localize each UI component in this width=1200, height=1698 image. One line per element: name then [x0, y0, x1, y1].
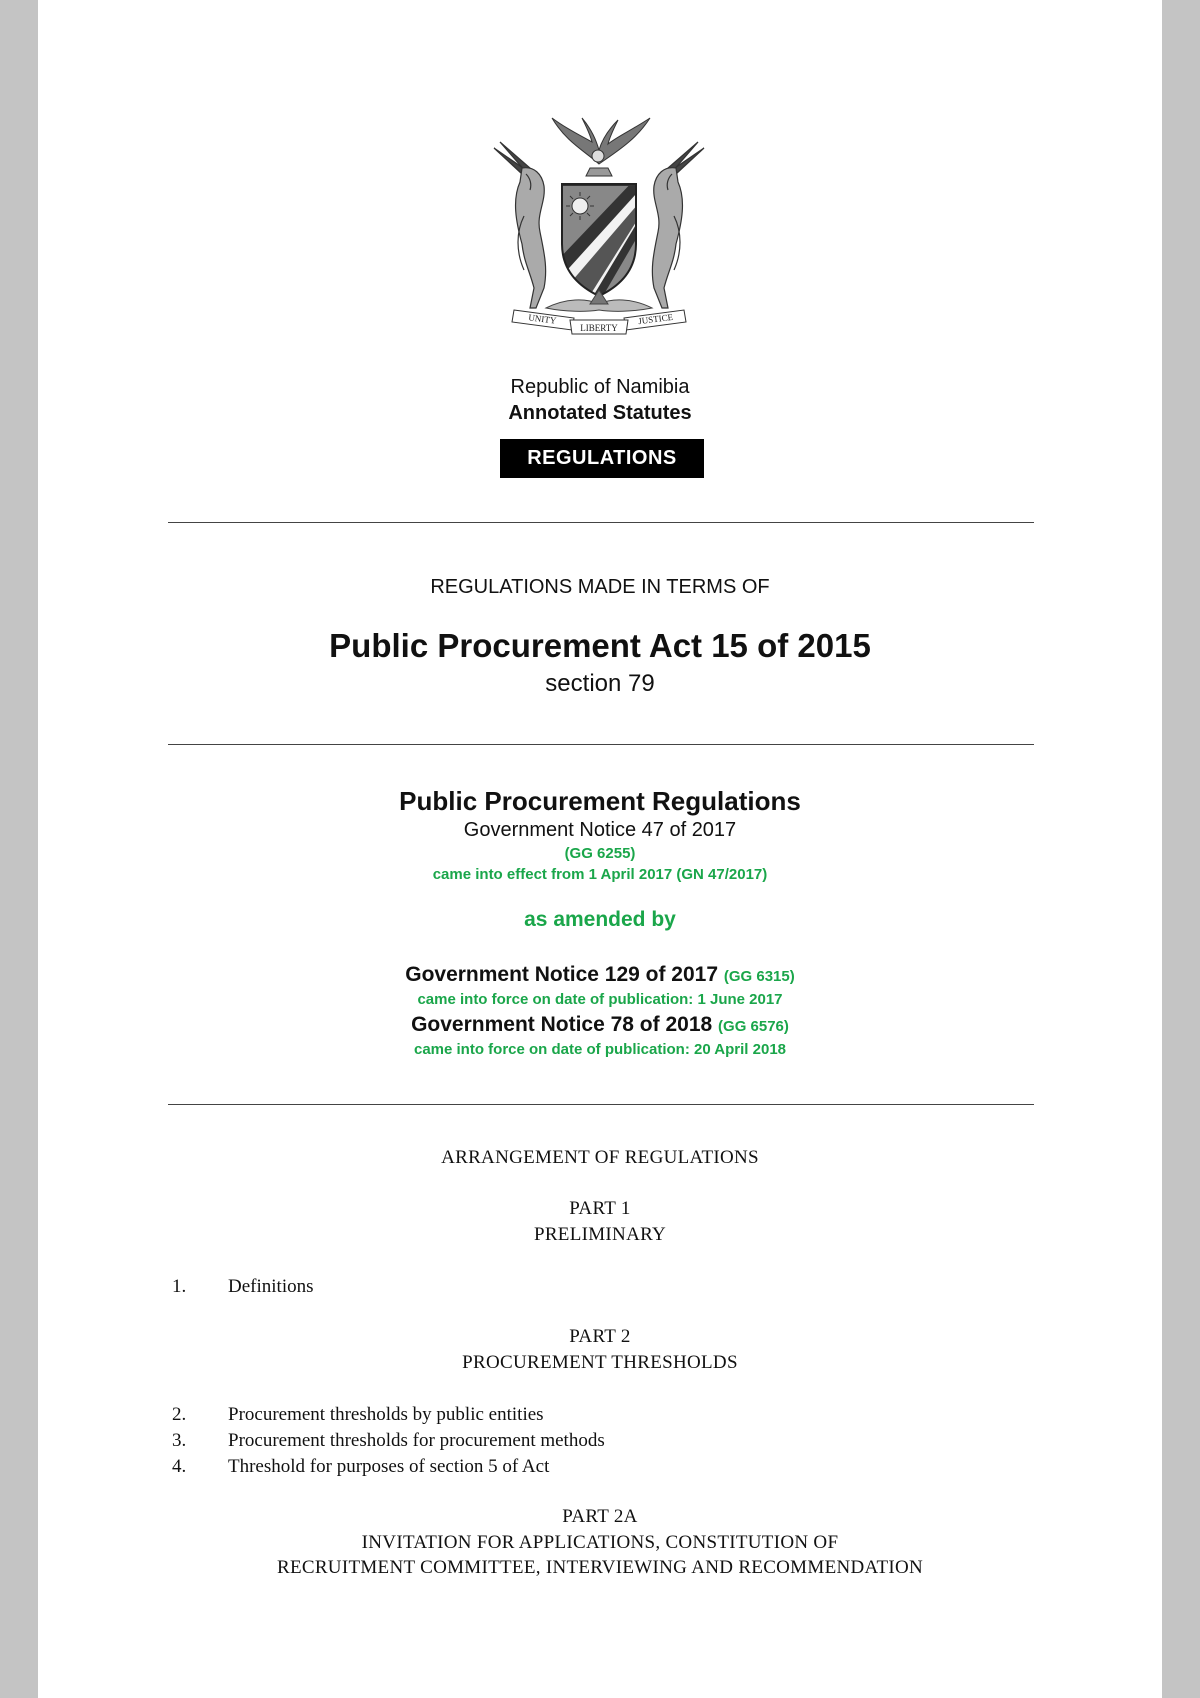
divider [168, 744, 1034, 745]
toc-item[interactable] [172, 1456, 549, 1478]
regulations-badge: REGULATIONS [500, 439, 704, 478]
toc-item[interactable] [172, 1430, 605, 1452]
arrangement-heading: ARRANGEMENT OF REGULATIONS [441, 1147, 759, 1168]
header-annotated-statutes: Annotated Statutes [508, 402, 692, 424]
amendment-gazette: (GG 6576) [718, 1018, 789, 1035]
toc-item-text: Definitions [228, 1276, 314, 1297]
amendment-notice-title: Government Notice 129 of 2017 [405, 963, 719, 986]
part-title: PROCUREMENT THRESHOLDS [462, 1352, 738, 1373]
gazette-reference: (GG 6255) [564, 845, 636, 862]
motto-liberty: LIBERTY [580, 323, 618, 333]
coat-of-arms-emblem [486, 112, 712, 340]
part-label: PART 2A [562, 1506, 638, 1527]
amendment-notice [38, 963, 1162, 987]
amended-by-heading: as amended by [524, 908, 676, 931]
act-title: Public Procurement Act 15 of 2015 [329, 627, 871, 664]
toc-item-number: 1. [172, 1276, 187, 1297]
government-notice: Government Notice 47 of 2017 [463, 819, 737, 841]
document-page [38, 0, 1162, 1698]
made-in-terms-heading: REGULATIONS MADE IN TERMS OF [430, 576, 770, 598]
motto-unity: UNITY [527, 312, 557, 326]
part-title: PRELIMINARY [533, 1224, 667, 1245]
header-republic: Republic of Namibia [510, 376, 690, 398]
part-label: PART 2 [569, 1326, 631, 1347]
amendment-notice-title: Government Notice 78 of 2018 [411, 1013, 713, 1036]
act-section: section 79 [545, 670, 655, 697]
toc-item-text: Threshold for purposes of section 5 of Act [228, 1456, 550, 1477]
part-title: RECRUITMENT COMMITTEE, INTERVIEWING AND RECOMMENDATION [276, 1557, 924, 1578]
motto-justice: JUSTICE [637, 311, 674, 327]
amendment-gazette: (GG 6315) [723, 968, 795, 985]
divider [168, 522, 1034, 523]
part-label: PART 1 [569, 1198, 631, 1219]
amendment-note: came into force on date of publication: 20 April 2018 [413, 1041, 787, 1058]
toc-item-text: Procurement thresholds by public entities [228, 1404, 544, 1425]
toc-item-text: Procurement thresholds for procurement methods [228, 1430, 605, 1451]
divider [168, 1104, 1034, 1105]
toc-item[interactable] [172, 1276, 314, 1298]
toc-item-number: 3. [172, 1430, 187, 1451]
toc-item-number: 4. [172, 1456, 187, 1477]
effective-date-note: came into effect from 1 April 2017 (GN 47/2017) [432, 866, 768, 883]
toc-item-number: 2. [172, 1404, 187, 1425]
part-title: INVITATION FOR APPLICATIONS, CONSTITUTION OF [361, 1532, 839, 1553]
regulations-title: Public Procurement Regulations [399, 786, 801, 816]
amendment-notice [38, 1013, 1162, 1037]
amendment-note: came into force on date of publication: 1 June 2017 [417, 991, 783, 1008]
toc-item[interactable] [172, 1404, 544, 1426]
